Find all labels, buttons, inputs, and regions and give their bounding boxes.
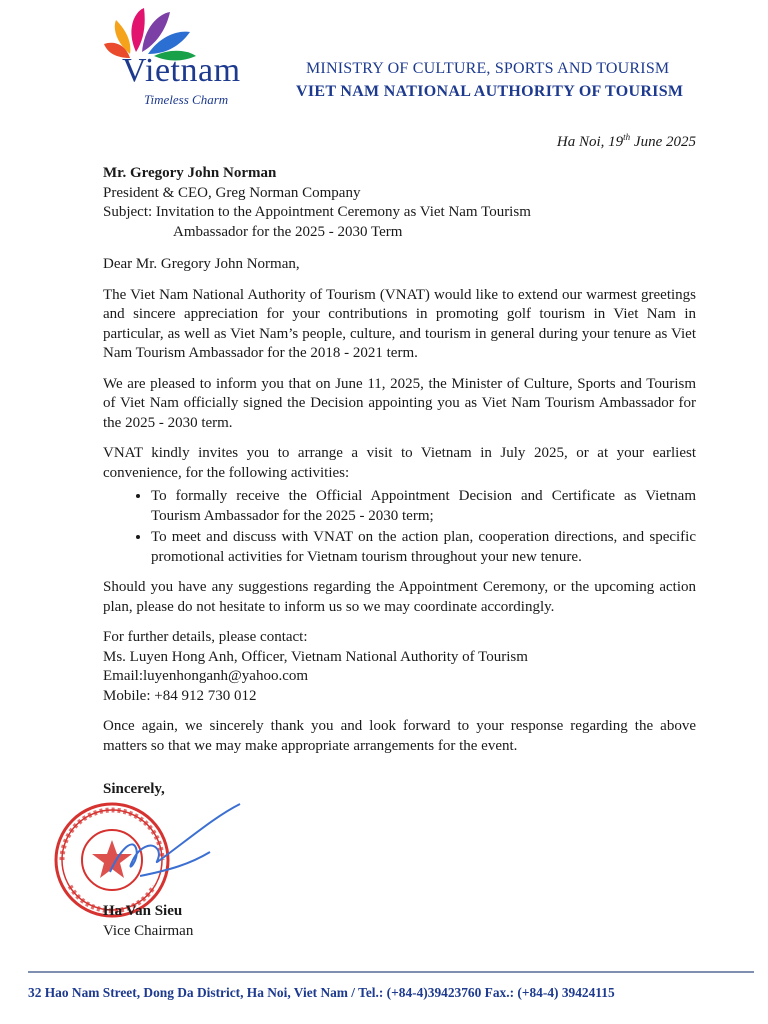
list-item: • To meet and discuss with VNAT on the action plan, cooperation directions, and specific promotional activities for Vietnam tourism throughout your new tenure. (151, 528, 696, 567)
contact-person: Ms. Luyen Hong Anh, Officer, Vietnam National Authority of Tourism (103, 648, 528, 665)
closing: Sincerely, (103, 781, 165, 797)
signer-title: Vice Chairman (103, 923, 194, 939)
paragraph-greeting: The Viet Nam National Authority of Tourism (VNAT) would like to extend our warmest greetings and sincere appreciation for your contributions in promoting golf tourism in Viet Nam in particular, as well as Viet Nam’s people, culture, and tourism in general during your tenure as Viet Nam Tourism Ambassador for the 2018 - 2021 term. (103, 286, 696, 361)
subject-line-continued: Ambassador for the 2025 - 2030 Term (173, 223, 403, 240)
list-item: • To formally receive the Official Appointment Decision and Certificate as Vietnam Tourism Ambassador for the 2025 - 2030 term; (151, 487, 696, 526)
salutation: Dear Mr. Gregory John Norman, (103, 256, 300, 272)
activities-list (103, 487, 696, 567)
paragraph-thanks: Once again, we sincerely thank you and look forward to your response regarding the above matters so that we may make appropriate arrangements for the event. (103, 718, 696, 754)
official-seal-icon (56, 804, 168, 916)
footer-address: 32 Hao Nam Street, Dong Da District, Ha Noi, Viet Nam / Tel.: (+84-4)39423760 Fax.: (+84-4) 39424115 (28, 985, 615, 1000)
logo-wordmark: Vietnam (122, 52, 241, 89)
letter-date: Ha Noi, 19th June 2025 (556, 132, 696, 150)
signer-name: Ha Van Sieu (103, 903, 183, 919)
authority-name: VIET NAM NATIONAL AUTHORITY OF TOURISM (296, 83, 684, 100)
recipient-position: President & CEO, Greg Norman Company (103, 184, 361, 201)
logo-tagline: Timeless Charm (144, 92, 229, 107)
footer-divider (28, 971, 754, 973)
paragraph-invitation: VNAT kindly invites you to arrange a visit to Vietnam in July 2025, or at your earliest convenience, for the following activities: (103, 445, 696, 481)
ministry-name: MINISTRY OF CULTURE, SPORTS AND TOURISM (306, 60, 670, 77)
contact-email: Email:luyenhonganh@yahoo.com (103, 668, 309, 684)
letter-body (103, 164, 696, 800)
vietnam-tourism-logo (96, 0, 276, 118)
subject-line: Subject: Invitation to the Appointment Ceremony as Viet Nam Tourism (103, 204, 531, 220)
contact-mobile: Mobile: +84 912 730 012 (103, 687, 257, 704)
paragraph-appointment: We are pleased to inform you that on June 11, 2025, the Minister of Culture, Sports and Tourism of Viet Nam officially signed the Decision appointing you as Viet Nam Tourism Ambassador for the 2025 - 2030 term. (103, 375, 696, 431)
paragraph-suggestion: Should you have any suggestions regarding the Appointment Ceremony, or the upcoming action plan, please do not hesitate to inform us so we may coordinate accordingly. (103, 579, 696, 615)
recipient-name: Mr. Gregory John Norman (103, 165, 277, 181)
stamp-and-signature (40, 790, 300, 920)
contact-intro: For further details, please contact: (103, 629, 308, 645)
